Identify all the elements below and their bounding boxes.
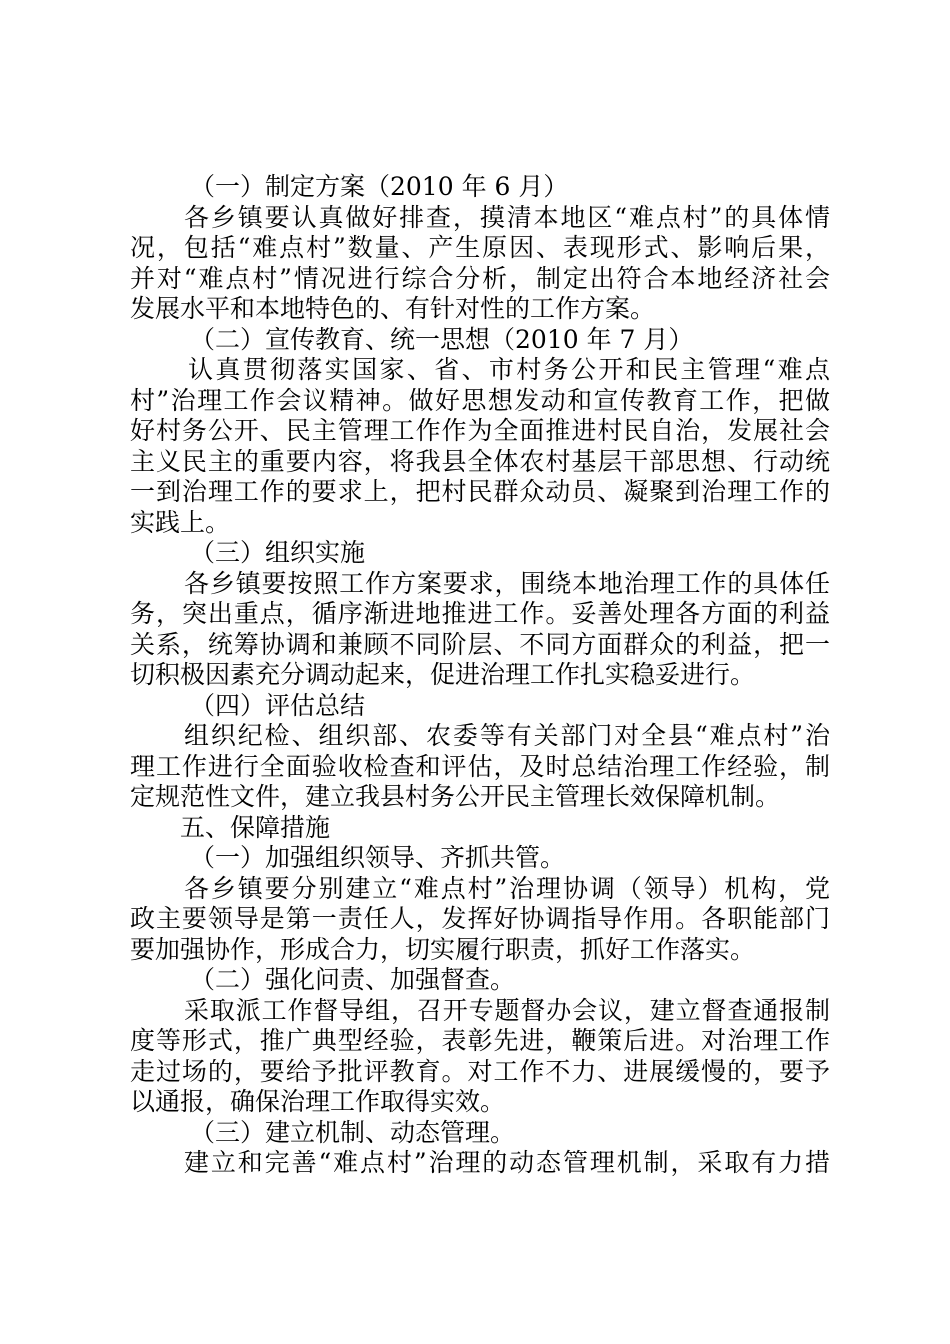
paragraph-line: 发展水平和本地特色的、有针对性的工作方案。 bbox=[130, 294, 656, 323]
paragraph-line: 主义民主的重要内容，将我县全体农村基层干部思想、行动统 bbox=[130, 446, 830, 476]
subheading-1: （一）制定方案（2010 年 6 月） bbox=[190, 172, 569, 201]
paragraph-line: 以通报，确保治理工作取得实效。 bbox=[130, 1087, 506, 1116]
section-heading: 五、保障措施 bbox=[180, 812, 331, 842]
paragraph-line: 建立和完善“难点村”治理的动态管理机制，采取有力措 bbox=[184, 1148, 830, 1177]
paragraph-line: 并对“难点村”情况进行综合分析，制定出符合本地经济社会 bbox=[130, 263, 830, 293]
paragraph-line: 好村务公开、民主管理工作作为全面推进村民自治，发展社会 bbox=[130, 416, 830, 445]
paragraph-line: 采取派工作督导组，召开专题督办会议，建立督查通报制 bbox=[184, 995, 830, 1025]
subheading-7: （三）建立机制、动态管理。 bbox=[190, 1117, 516, 1147]
paragraph-line: 各乡镇要分别建立“难点村”治理协调（领导）机构，党 bbox=[184, 873, 830, 903]
paragraph-line: 关系，统筹协调和兼顾不同阶层、不同方面群众的利益，把一 bbox=[130, 629, 830, 659]
paragraph-line: 一到治理工作的要求上，把村民群众动员、凝聚到治理工作的 bbox=[130, 477, 830, 506]
subheading-4: （四）评估总结 bbox=[190, 690, 366, 720]
paragraph-line: 村”治理工作会议精神。做好思想发动和宣传教育工作，把做 bbox=[130, 385, 830, 415]
subheading-5: （一）加强组织领导、齐抓共管。 bbox=[190, 843, 566, 872]
paragraph-line: 实践上。 bbox=[130, 507, 231, 537]
paragraph-line: 组织纪检、组织部、农委等有关部门对全县“难点村”治 bbox=[184, 721, 830, 750]
paragraph-line: 定规范性文件，建立我县村务公开民主管理长效保障机制。 bbox=[130, 782, 781, 811]
paragraph-line: 切积极因素充分调动起来，促进治理工作扎实稳妥进行。 bbox=[130, 660, 756, 689]
subheading-3: （三）组织实施 bbox=[190, 538, 366, 567]
paragraph-line: 各乡镇要按照工作方案要求，围绕本地治理工作的具体任 bbox=[184, 568, 830, 598]
paragraph-line: 务，突出重点，循序渐进地推进工作。妥善处理各方面的利益 bbox=[130, 599, 830, 628]
paragraph-line: 认真贯彻落实国家、省、市村务公开和民主管理“难点 bbox=[188, 355, 830, 384]
subheading-6: （二）强化问责、加强督查。 bbox=[190, 965, 516, 994]
document-page bbox=[130, 172, 830, 1179]
paragraph-line: 各乡镇要认真做好排查，摸清本地区“难点村”的具体情 bbox=[184, 202, 830, 232]
paragraph-line: 要加强协作，形成合力，切实履行职责，抓好工作落实。 bbox=[130, 934, 756, 964]
paragraph-line: 度等形式，推广典型经验，表彰先进，鞭策后进。对治理工作 bbox=[130, 1026, 830, 1055]
paragraph-line: 况，包括“难点村”数量、产生原因、表现形式、影响后果， bbox=[130, 233, 830, 262]
paragraph-line: 政主要领导是第一责任人，发挥好协调指导作用。各职能部门 bbox=[130, 904, 830, 933]
subheading-2: （二）宣传教育、统一思想（2010 年 7 月） bbox=[190, 324, 694, 354]
paragraph-line: 走过场的，要给予批评教育。对工作不力、进展缓慢的，要予 bbox=[130, 1056, 830, 1086]
paragraph-line: 理工作进行全面验收检查和评估，及时总结治理工作经验，制 bbox=[130, 751, 830, 781]
